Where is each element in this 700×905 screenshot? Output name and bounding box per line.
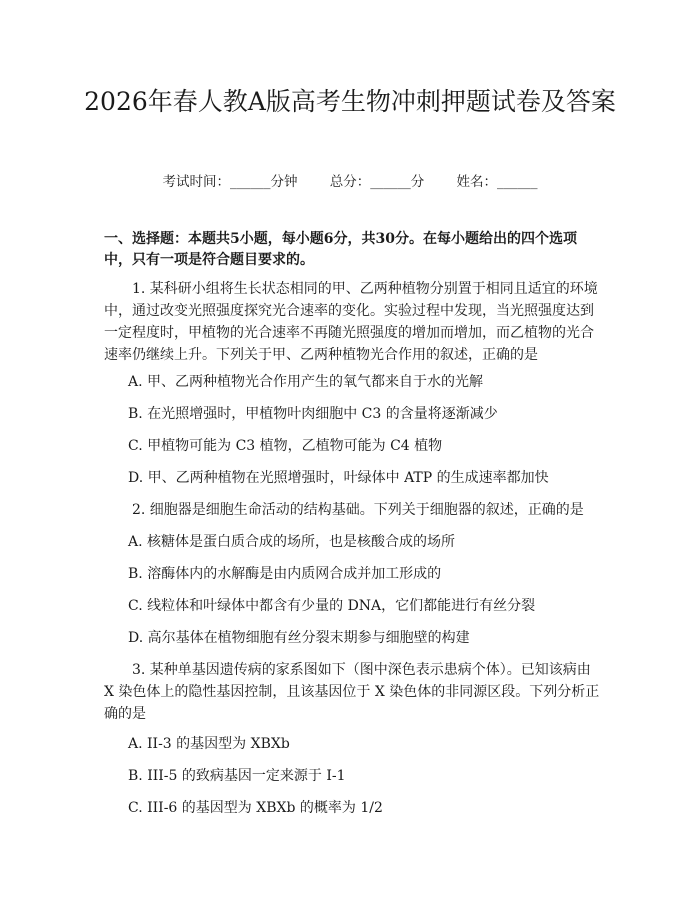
question-1-option-b: B. 在光照增强时，甲植物叶肉细胞中 C3 的含量将逐渐减少 bbox=[128, 406, 498, 422]
question-1-option-a: A. 甲、乙两种植物光合作用产生的氧气都来自于水的光解 bbox=[128, 374, 484, 390]
question-3-stem: 3. 某种单基因遗传病的家系图如下（图中深色表示患病个体）。已知该病由 X 染色体上的隐性基因控制，且该基因位于 X 染色体的非同源区段。下列分析正确的是 bbox=[104, 662, 600, 722]
question-2-option-a: A. 核糖体是蛋白质合成的场所，也是核酸合成的场所 bbox=[128, 534, 456, 550]
question-3-option-c: C. III-6 的基因型为 XBXb 的概率为 1/2 bbox=[128, 800, 383, 816]
question-2-option-b: B. 溶酶体内的水解酶是由内质网合成并加工形成的 bbox=[128, 566, 442, 582]
question-1-option-c: C. 甲植物可能为 C3 植物，乙植物可能为 C4 植物 bbox=[128, 438, 443, 454]
question-1-stem: 1. 某科研小组将生长状态相同的甲、乙两种植物分别置于相同且适宜的环境中，通过改变光照强度探究光合速率的变化。实验过程中发现，当光照强度达到一定程度时，甲植物的光合速率不再随光照强度的增加而增加，而乙植物的光合速率仍继续上升。下列关于甲、乙两种植物光合作用的叙述，正确的是 bbox=[104, 281, 598, 363]
question-3-option-a: A. II-3 的基因型为 XBXb bbox=[128, 736, 290, 752]
exam-name-field: 姓名：______ bbox=[456, 174, 538, 190]
question-1-option-d: D. 甲、乙两种植物在光照增强时，叶绿体中 ATP 的生成速率都加快 bbox=[128, 470, 549, 486]
exam-meta bbox=[0, 170, 700, 190]
section-heading: 一、选择题：本题共5小题，每小题6分，共30分。在每小题给出的四个选项中，只有一项是符合题目要求的。 bbox=[104, 231, 577, 268]
question-2-option-c: C. 线粒体和叶绿体中都含有少量的 DNA，它们都能进行有丝分裂 bbox=[128, 598, 536, 614]
exam-title: 2026年春人教A版高考生物冲刺押题试卷及答案 bbox=[84, 87, 616, 116]
exam-score-field: 总分：______分 bbox=[329, 174, 425, 190]
question-2-option-d: D. 高尔基体在植物细胞有丝分裂末期参与细胞壁的构建 bbox=[128, 630, 470, 646]
exam-time-field: 考试时间：______分钟 bbox=[162, 174, 298, 190]
question-3-option-b: B. III-5 的致病基因一定来源于 I-1 bbox=[128, 768, 346, 784]
question-2-stem: 2. 细胞器是细胞生命活动的结构基础。下列关于细胞器的叙述，正确的是 bbox=[132, 502, 584, 518]
